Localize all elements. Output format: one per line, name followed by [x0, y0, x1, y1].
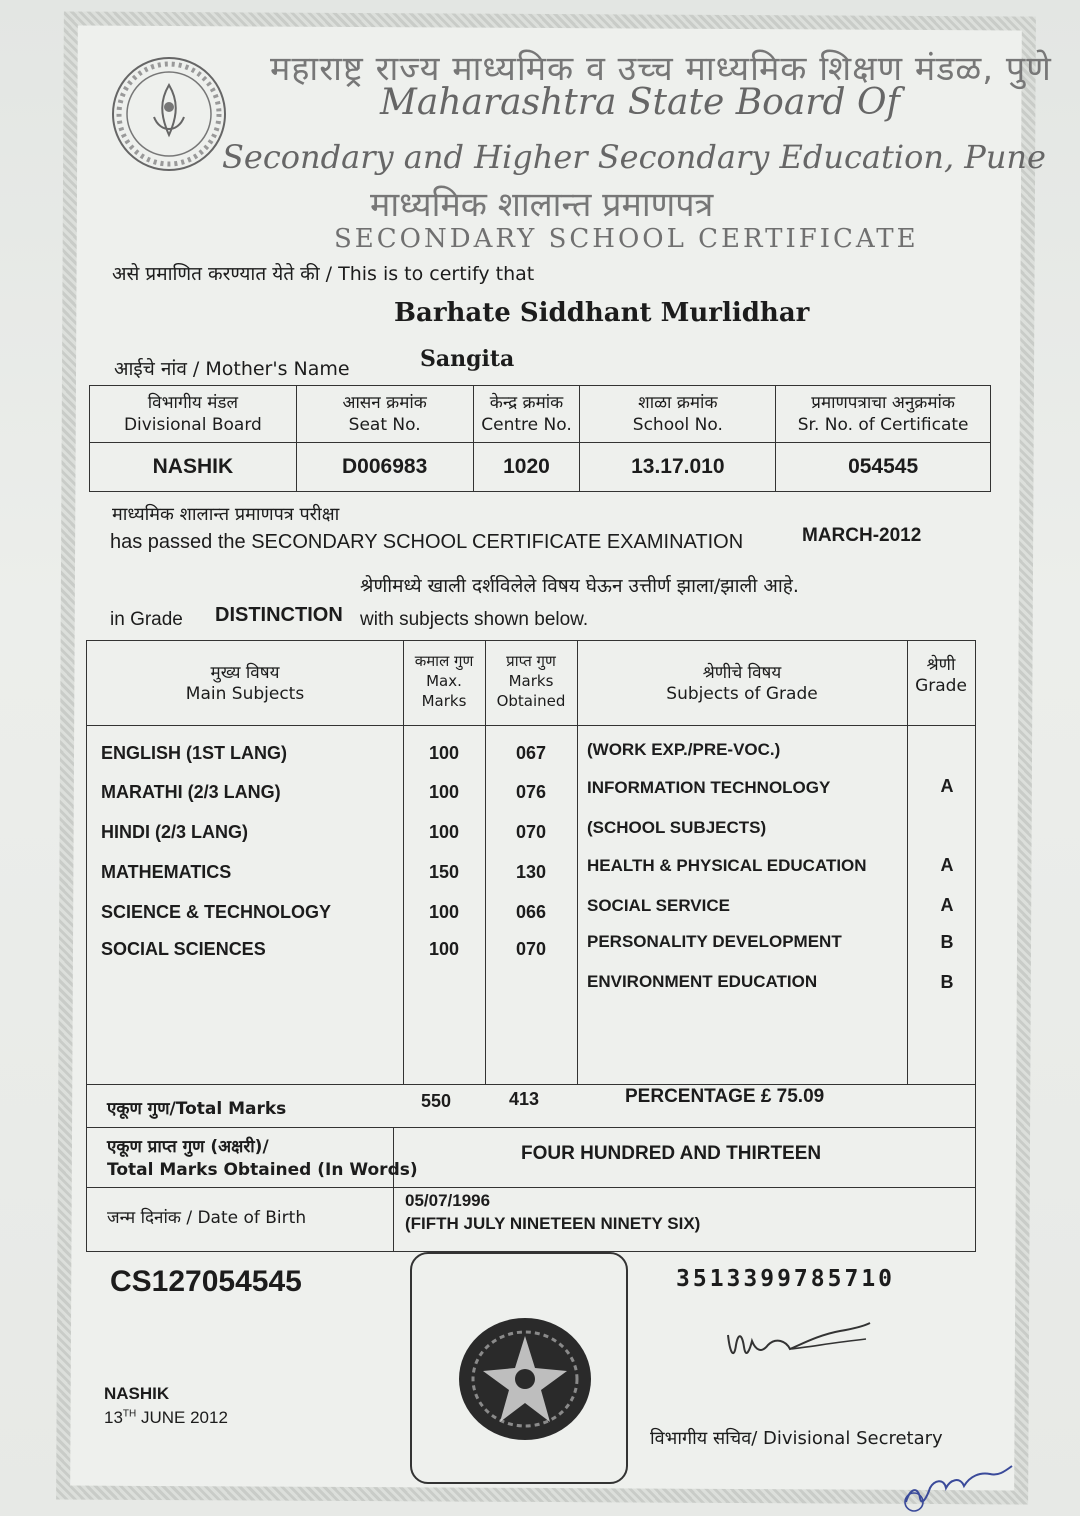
grade-subject-grade: A	[940, 776, 954, 796]
header-max-marks: कमाल गुण Max. Marks	[414, 652, 474, 710]
total-marks-obtained: 413	[508, 1089, 540, 1109]
board-seal-icon	[110, 55, 228, 173]
exam-session: MARCH-2012	[802, 525, 922, 546]
grade-subject-name: SOCIAL SERVICE	[587, 896, 730, 915]
main-subject-obtained: 076	[515, 782, 547, 802]
mother-name-label: आईचे नांव / Mother's Name	[114, 358, 350, 380]
dob-label: जन्म दिनांक / Date of Birth	[107, 1208, 307, 1228]
grade-statement-tail: with subjects shown below.	[360, 609, 589, 630]
main-subject-obtained: 067	[515, 743, 547, 763]
main-subject-max: 100	[428, 743, 460, 763]
exam-name-english: has passed the SECONDARY SCHOOL CERTIFICATE EXAMINATION	[110, 531, 744, 553]
signature-icon	[720, 1305, 880, 1380]
main-subject-name: MATHEMATICS	[101, 862, 232, 882]
grade-subject-grade: B	[940, 932, 954, 952]
main-subject-max: 100	[428, 822, 460, 842]
student-initial-signature-icon	[900, 1458, 1020, 1516]
marks-table	[86, 640, 976, 1252]
issue-date: 13TH JUNE 2012	[104, 1408, 228, 1427]
main-subject-max: 100	[428, 782, 460, 802]
centre-no-value: 1020	[473, 443, 580, 492]
main-subject-name: HINDI (2/3 LANG)	[101, 822, 249, 842]
header-subjects-of-grade: श्रेणीचे विषय Subjects of Grade	[666, 663, 818, 704]
divisional-secretary-label: विभागीय सचिव/ Divisional Secretary	[650, 1428, 943, 1449]
grade-subject-grade: B	[940, 972, 954, 992]
main-subject-obtained: 070	[515, 822, 547, 842]
hologram-box	[410, 1252, 628, 1484]
info-header-school-no: शाळा क्रमांक School No.	[580, 386, 776, 443]
info-table	[89, 385, 991, 492]
info-header-seat-no: आसन क्रमांक Seat No.	[296, 386, 473, 443]
grade-value: DISTINCTION	[215, 604, 343, 626]
grade-statement-marathi: श्रेणीमध्ये खाली दर्शविलेले विषय घेऊन उत्तीर्ण झाला/झाली आहे.	[360, 575, 799, 597]
main-subject-max: 100	[428, 902, 460, 922]
percentage: PERCENTAGE £ 75.09	[625, 1086, 825, 1107]
header-marks-obtained: प्राप्त गुण Marks Obtained	[496, 652, 566, 710]
grade-subject-name: HEALTH & PHYSICAL EDUCATION	[587, 856, 867, 875]
header-main-subjects: मुख्य विषय Main Subjects	[185, 663, 305, 704]
grade-subject-name: PERSONALITY DEVELOPMENT	[587, 932, 842, 951]
main-subject-name: SCIENCE & TECHNOLOGY	[101, 902, 332, 922]
grade-subject-name: (SCHOOL SUBJECTS)	[587, 818, 767, 837]
board-name-english-line2: Secondary and Higher Secondary Education, Pune	[222, 138, 1046, 176]
total-marks-words-label: एकूण प्राप्त गुण (अक्षरी)/ Total Marks Obtained (In Words)	[107, 1137, 418, 1180]
info-header-certificate-sr-no: प्रमाणपत्राचा अनुक्रमांक Sr. No. of Certificate	[776, 386, 991, 443]
total-max-marks: 550	[420, 1091, 452, 1111]
certificate-title-marathi: माध्यमिक शालान्त प्रमाणपत्र	[370, 185, 714, 225]
barcode-number: 3513399785710	[676, 1266, 896, 1292]
info-header-divisional-board: विभागीय मंडल Divisional Board	[90, 386, 297, 443]
grade-subject-name: (WORK EXP./PRE-VOC.)	[587, 740, 781, 759]
main-subject-obtained: 066	[515, 902, 547, 922]
info-table-value-row	[90, 443, 991, 492]
divisional-board-value: NASHIK	[90, 443, 297, 492]
student-name: Barhate Siddhant Murlidhar	[394, 298, 810, 328]
grade-subject-grade: A	[940, 895, 954, 915]
main-subject-name: SOCIAL SCIENCES	[101, 939, 266, 959]
mother-name: Sangita	[420, 346, 515, 372]
info-table-header-row	[90, 386, 991, 443]
hologram-emblem-icon	[457, 1316, 593, 1447]
info-header-centre-no: केन्द्र क्रमांक Centre No.	[473, 386, 580, 443]
total-marks-words: FOUR HUNDRED AND THIRTEEN	[521, 1143, 822, 1164]
certify-text: असे प्रमाणित करण्यात येते की / This is to certify that	[112, 263, 535, 285]
grade-label: in Grade	[110, 609, 183, 630]
dob-value-words: (FIFTH JULY NINETEEN NINETY SIX)	[405, 1214, 701, 1233]
main-subject-obtained: 130	[515, 862, 547, 882]
grade-subject-name: INFORMATION TECHNOLOGY	[587, 778, 831, 797]
issue-place: NASHIK	[104, 1384, 170, 1403]
main-subject-obtained: 070	[515, 939, 547, 959]
grade-subject-name: ENVIRONMENT EDUCATION	[587, 972, 818, 991]
board-name-marathi: महाराष्ट्र राज्य माध्यमिक व उच्च माध्यमिक शिक्षण मंडळ, पुणे	[270, 49, 1052, 89]
main-subject-name: ENGLISH (1ST LANG)	[101, 743, 288, 763]
main-subject-max: 100	[428, 939, 460, 959]
board-name-english-line1: Maharashtra State Board Of	[380, 82, 900, 123]
certificate-sr-no-value: 054545	[776, 443, 991, 492]
main-subject-max: 150	[428, 862, 460, 882]
header-grade: श्रेणी Grade	[915, 655, 967, 696]
certificate-code: CS127054545	[110, 1265, 302, 1298]
dob-value: 05/07/1996	[405, 1191, 491, 1210]
school-no-value: 13.17.010	[580, 443, 776, 492]
certificate-title-english: SECONDARY SCHOOL CERTIFICATE	[334, 224, 919, 254]
exam-name-marathi: माध्यमिक शालान्त प्रमाणपत्र परीक्षा	[112, 504, 340, 525]
grade-subject-grade: A	[940, 855, 954, 875]
total-marks-label: एकूण गुण/Total Marks	[107, 1099, 287, 1119]
seat-no-value: D006983	[296, 443, 473, 492]
main-subject-name: MARATHI (2/3 LANG)	[101, 782, 281, 802]
